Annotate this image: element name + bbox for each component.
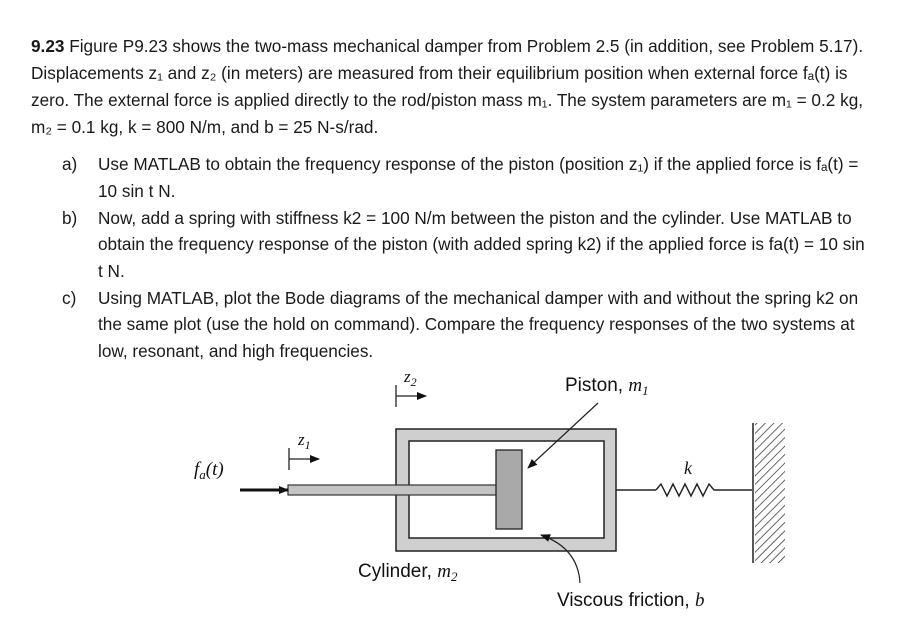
force-label: $f_a(t)$	[194, 459, 224, 482]
spring-label: k	[684, 458, 692, 478]
piston-head	[496, 450, 522, 529]
z2-label: $z_2$	[404, 367, 417, 389]
piston-label: Piston, $m_1$	[565, 375, 649, 398]
piston-rod	[288, 485, 497, 495]
spring	[656, 484, 752, 496]
part-label: a)	[62, 154, 78, 174]
part-label: c)	[62, 287, 77, 308]
problem-text: Figure P9.23 shows the two-mass mechanical damper from Problem 2.5 (in addition, see Problem 5.17). Displacements z₁ and z₂ (in meters) are measured from their equilibrium position when external force fₐ(t) is zero. The external force is applied directly to the rod/piston mass m₁. The system parameters are m₁ = 0.2 kg, m₂ = 0.1 kg, k = 800 N/m, and b = 25 N-s/rad.	[31, 36, 864, 137]
part-text: Use MATLAB to obtain the frequency response of the piston (position z₁) if the applied force is fₐ(t) = 10 sin t N.	[98, 154, 859, 201]
problem-number: 9.23	[31, 36, 65, 56]
friction-label: Viscous friction, b	[557, 590, 705, 611]
part-text: Now, add a spring with stiffness k2 = 100 N/m between the piston and the cylinder. Use MATLAB to obtain the frequency response of the piston (with added spring k2) if the applied force is fa(t) = 10 sin t N.	[98, 207, 865, 281]
cylinder-label: Cylinder, $m_2$	[358, 561, 458, 584]
z1-label: $z_1$	[298, 430, 311, 452]
wall-hatch	[755, 423, 785, 563]
part-label: b)	[62, 207, 78, 228]
part-text: Using MATLAB, plot the Bode diagrams of the mechanical damper with and without the spring k2 on the same plot (use the hold on command). Compare the frequency responses of the two systems at low, resonant, and high frequencies.	[98, 287, 859, 361]
